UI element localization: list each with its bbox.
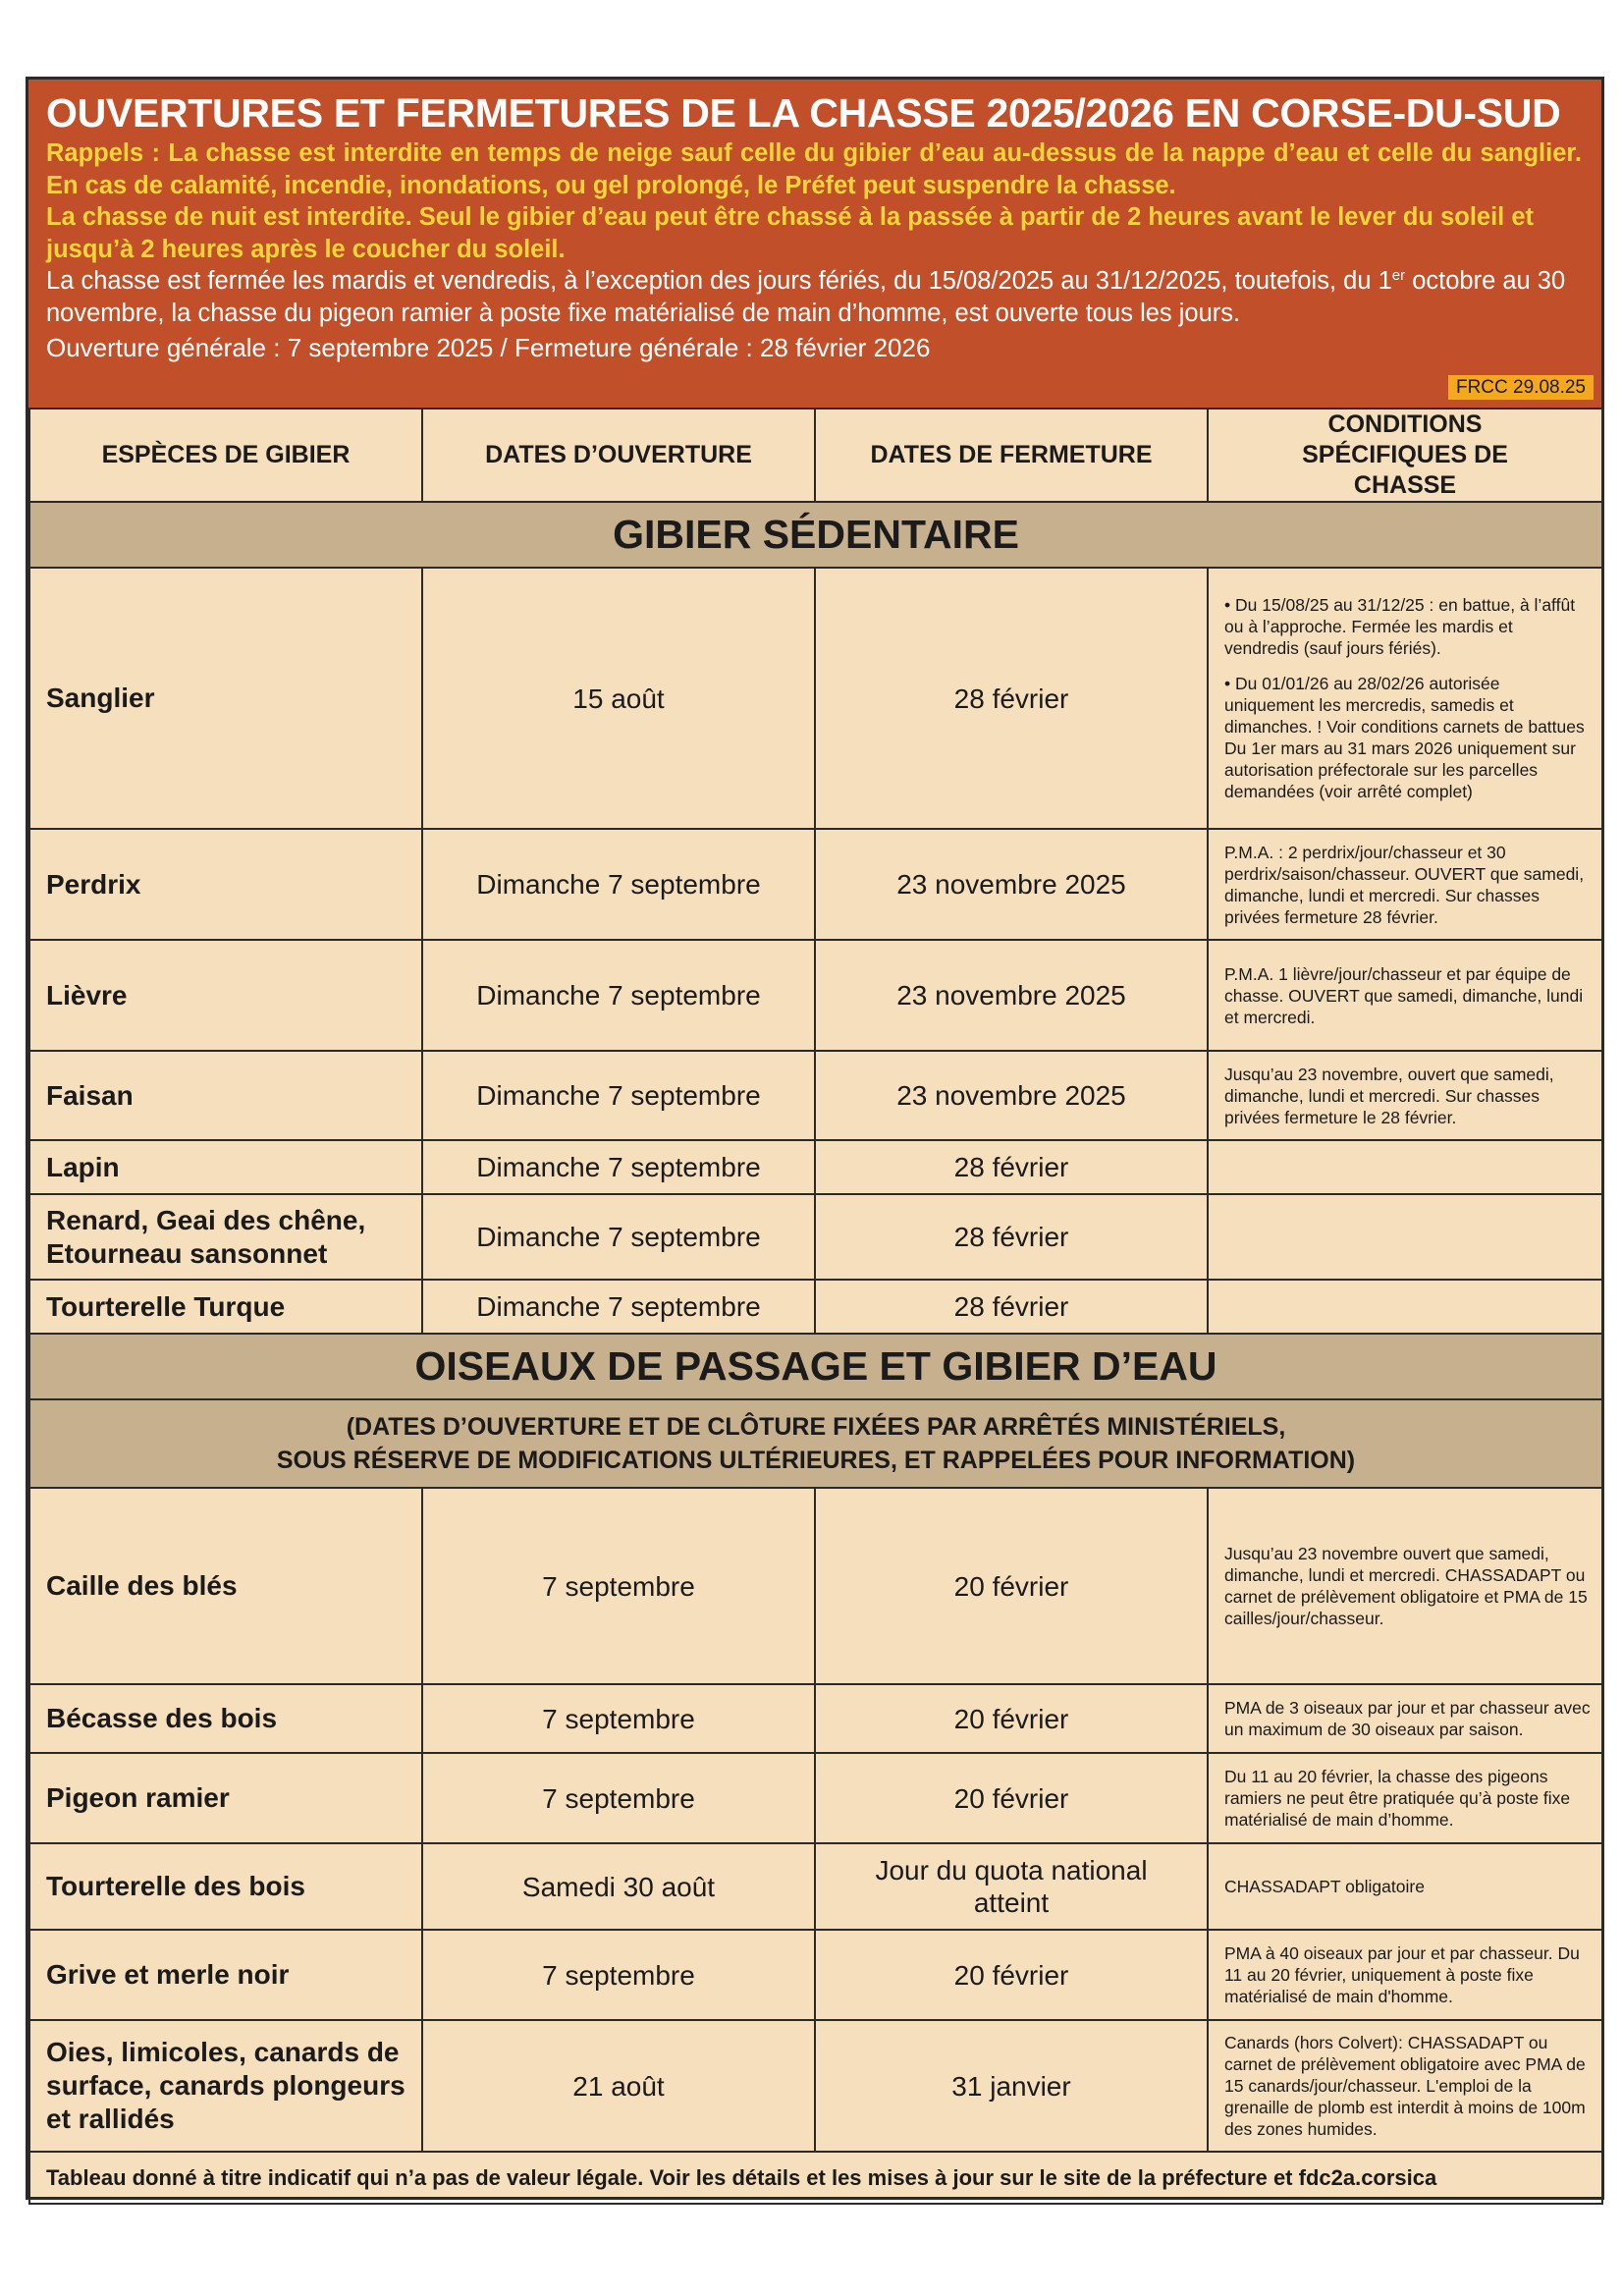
- closing-date-cell: 23 novembre 2025: [815, 1051, 1208, 1140]
- closing-date-cell: 31 janvier: [815, 2020, 1208, 2152]
- opening-date-cell: 15 août: [422, 568, 815, 829]
- opening-date-cell: 21 août: [422, 2020, 815, 2152]
- hunting-calendar-sheet: [26, 77, 1604, 2200]
- condition-text: Du 11 au 20 février, la chasse des pigeons ramiers ne peut être pratiquée qu’à poste fixe matérialisé de main d’homme.: [1224, 1767, 1571, 1830]
- section-sedentary-rows: [29, 568, 1602, 1334]
- closing-date-cell: 28 février: [815, 1194, 1208, 1280]
- species-cell: Grive et merle noir: [29, 1930, 422, 2020]
- column-header-species: ESPÈCES DE GIBIER: [29, 409, 422, 502]
- column-header-opening: DATES D’OUVERTURE: [422, 409, 815, 502]
- conditions-cell: [1208, 1843, 1602, 1930]
- table-row: [29, 1488, 1602, 1684]
- table-row: [29, 829, 1602, 940]
- condition-text: P.M.A. 1 lièvre/jour/chasseur et par équipe de chasse. OUVERT que samedi, dimanche, lundi et mercredi.: [1224, 963, 1584, 1027]
- table-row: [29, 568, 1602, 829]
- closing-date-cell: 23 novembre 2025: [815, 829, 1208, 940]
- conditions-cell: [1208, 1280, 1602, 1334]
- species-cell: Tourterelle Turque: [29, 1280, 422, 1334]
- condition-text: • Du 15/08/25 au 31/12/25 : en battue, à l’affût ou à l’approche. Fermée les mardis et vendredis (sauf jours fériés).: [1224, 595, 1576, 658]
- opening-date-cell: 7 septembre: [422, 1684, 815, 1753]
- species-cell: Faisan: [29, 1051, 422, 1140]
- table-row: [29, 1194, 1602, 1280]
- species-cell: Caille des blés: [29, 1488, 422, 1684]
- table-row: [29, 940, 1602, 1051]
- closed-days-text: [46, 265, 1582, 329]
- header-banner: [28, 80, 1601, 408]
- condition-text: PMA de 3 oiseaux par jour et par chasseur avec un maximum de 30 oiseaux par saison.: [1224, 1698, 1591, 1739]
- species-cell: Lièvre: [29, 940, 422, 1051]
- table-row: [29, 2020, 1602, 2152]
- reminder-text: Rappels : La chasse est interdite en temps de neige sauf celle du gibier d’eau au-dessus de la nappe d’eau et celle du sanglier. En cas de calamité, incendie, inondations, ou gel prolongé, le Préfet peut suspendre la chasse.: [46, 139, 1582, 199]
- closing-date-cell: 28 février: [815, 1280, 1208, 1334]
- condition-text: • Du 01/01/26 au 28/02/26 autorisée uniquement les mercredis, samedis et dimanches. ! Voir conditions carnets de battues Du 1er mars au 31 mars 2026 uniquement sur autorisation préfectorale sur les parcelles demandées (voir arrêté complet): [1224, 674, 1585, 801]
- section-note-line-1: (DATES D’OUVERTURE ET DE CLÔTURE FIXÉES PAR ARRÊTÉS MINISTÉRIELS,: [346, 1413, 1286, 1441]
- column-header-conditions: CONDITIONS SPÉCIFIQUES DE CHASSE: [1208, 409, 1602, 502]
- condition-text: Jusqu’au 23 novembre, ouvert que samedi, dimanche, lundi et mercredi. Sur chasses privées fermeture le 28 février.: [1224, 1064, 1554, 1127]
- species-cell: Bécasse des bois: [29, 1684, 422, 1753]
- conditions-cell: [1208, 1753, 1602, 1843]
- conditions-cell: [1208, 1140, 1602, 1194]
- section-title-row: [29, 1334, 1602, 1399]
- conditions-cell: [1208, 829, 1602, 940]
- condition-text: P.M.A. : 2 perdrix/jour/chasseur et 30 perdrix/saison/chasseur. OUVERT que samedi, dimanche, lundi et mercredi. Sur chasses privées fermeture 28 février.: [1224, 842, 1585, 927]
- section-title-sedentary: GIBIER SÉDENTAIRE: [29, 502, 1602, 568]
- opening-date-cell: Dimanche 7 septembre: [422, 829, 815, 940]
- opening-date-cell: Dimanche 7 septembre: [422, 1051, 815, 1140]
- closed-days-part-b: octobre au 30 novembre, la chasse du pigeon ramier à poste fixe matérialisé de main d’homme, est ouverte tous les jours.: [46, 267, 1566, 327]
- conditions-cell: [1208, 1930, 1602, 2020]
- opening-date-cell: 7 septembre: [422, 1753, 815, 1843]
- opening-date-cell: Samedi 30 août: [422, 1843, 815, 1930]
- condition-text: Canards (hors Colvert): CHASSADAPT ou carnet de prélèvement obligatoire avec PMA de 15 canards/jour/chasseur. L'emploi de la grenaille de plomb est interdit à moins de 100m des zones humides.: [1224, 2033, 1586, 2139]
- closing-date-cell: Jour du quota national atteint: [815, 1843, 1208, 1930]
- condition-text: PMA à 40 oiseaux par jour et par chasseur. Du 11 au 20 février, uniquement à poste fixe matérialisé de main d'homme.: [1224, 1943, 1580, 2006]
- section-migratory-rows: [29, 1488, 1602, 2152]
- species-cell: Perdrix: [29, 829, 422, 940]
- closed-days-part-a: La chasse est fermée les mardis et vendredis, à l’exception des jours fériés, du 15/08/2025 au 31/12/2025, toutefois, du 1: [46, 267, 1392, 295]
- closing-date-cell: 20 février: [815, 1930, 1208, 2020]
- general-dates: Ouverture générale : 7 septembre 2025 / Fermeture générale : 28 février 2026: [46, 333, 931, 362]
- column-header-row: [29, 409, 1602, 502]
- section-title-row: [29, 502, 1602, 568]
- species-cell: Lapin: [29, 1140, 422, 1194]
- condition-text: Jusqu’au 23 novembre ouvert que samedi, dimanche, lundi et mercredi. CHASSADAPT ou carnet de prélèvement obligatoire et PMA de 15 cailles/jour/chasseur.: [1224, 1544, 1588, 1628]
- opening-date-cell: Dimanche 7 septembre: [422, 1280, 815, 1334]
- closing-date-cell: 20 février: [815, 1753, 1208, 1843]
- conditions-cell: [1208, 1051, 1602, 1140]
- table-row: [29, 1140, 1602, 1194]
- opening-date-cell: 7 septembre: [422, 1488, 815, 1684]
- opening-date-cell: Dimanche 7 septembre: [422, 940, 815, 1051]
- night-hunting-text: La chasse de nuit est interdite. Seul le gibier d’eau peut être chassé à la passée à partir de 2 heures avant le lever du soleil et jusqu’à 2 heures après le coucher du soleil.: [46, 203, 1535, 263]
- conditions-cell: [1208, 940, 1602, 1051]
- column-header-closing: DATES DE FERMETURE: [815, 409, 1208, 502]
- footer-row: [29, 2152, 1602, 2204]
- table-row: [29, 1753, 1602, 1843]
- species-cell: Oies, limicoles, canards de surface, canards plongeurs et rallidés: [29, 2020, 422, 2152]
- section-note-line-2: SOUS RÉSERVE DE MODIFICATIONS ULTÉRIEURES, ET RAPPELÉES POUR INFORMATION): [276, 1447, 1356, 1474]
- section-note: [29, 1399, 1602, 1488]
- disclaimer-footer: Tableau donné à titre indicatif qui n’a pas de valeur légale. Voir les détails et les mises à jour sur le site de la préfecture et fdc2a.corsica: [29, 2152, 1602, 2204]
- table-row: [29, 1843, 1602, 1930]
- condition-text: CHASSADAPT obligatoire: [1224, 1877, 1425, 1896]
- section-title-migratory: OISEAUX DE PASSAGE ET GIBIER D’EAU: [29, 1334, 1602, 1399]
- closing-date-cell: 20 février: [815, 1488, 1208, 1684]
- conditions-cell: [1208, 1684, 1602, 1753]
- closing-date-cell: 28 février: [815, 568, 1208, 829]
- species-cell: Renard, Geai des chêne, Etourneau sansonnet: [29, 1194, 422, 1280]
- closing-date-cell: 23 novembre 2025: [815, 940, 1208, 1051]
- conditions-cell: [1208, 1194, 1602, 1280]
- species-cell: Tourterelle des bois: [29, 1843, 422, 1930]
- species-cell: Sanglier: [29, 568, 422, 829]
- closed-days-superscript: er: [1391, 267, 1406, 284]
- opening-date-cell: 7 septembre: [422, 1930, 815, 2020]
- conditions-cell: [1208, 2020, 1602, 2152]
- opening-date-cell: Dimanche 7 septembre: [422, 1194, 815, 1280]
- conditions-cell: [1208, 1488, 1602, 1684]
- table-row: [29, 1280, 1602, 1334]
- table-row: [29, 1684, 1602, 1753]
- closing-date-cell: 20 février: [815, 1684, 1208, 1753]
- opening-date-cell: Dimanche 7 septembre: [422, 1140, 815, 1194]
- table-row: [29, 1051, 1602, 1140]
- section-note-row: [29, 1399, 1602, 1488]
- species-cell: Pigeon ramier: [29, 1753, 422, 1843]
- hunting-dates-table: [28, 408, 1603, 2205]
- page-title: OUVERTURES ET FERMETURES DE LA CHASSE 2025/2026 EN CORSE-DU-SUD: [46, 90, 1561, 136]
- frcc-badge: FRCC 29.08.25: [1448, 375, 1594, 400]
- table-row: [29, 1930, 1602, 2020]
- conditions-cell: [1208, 568, 1602, 829]
- closing-date-cell: 28 février: [815, 1140, 1208, 1194]
